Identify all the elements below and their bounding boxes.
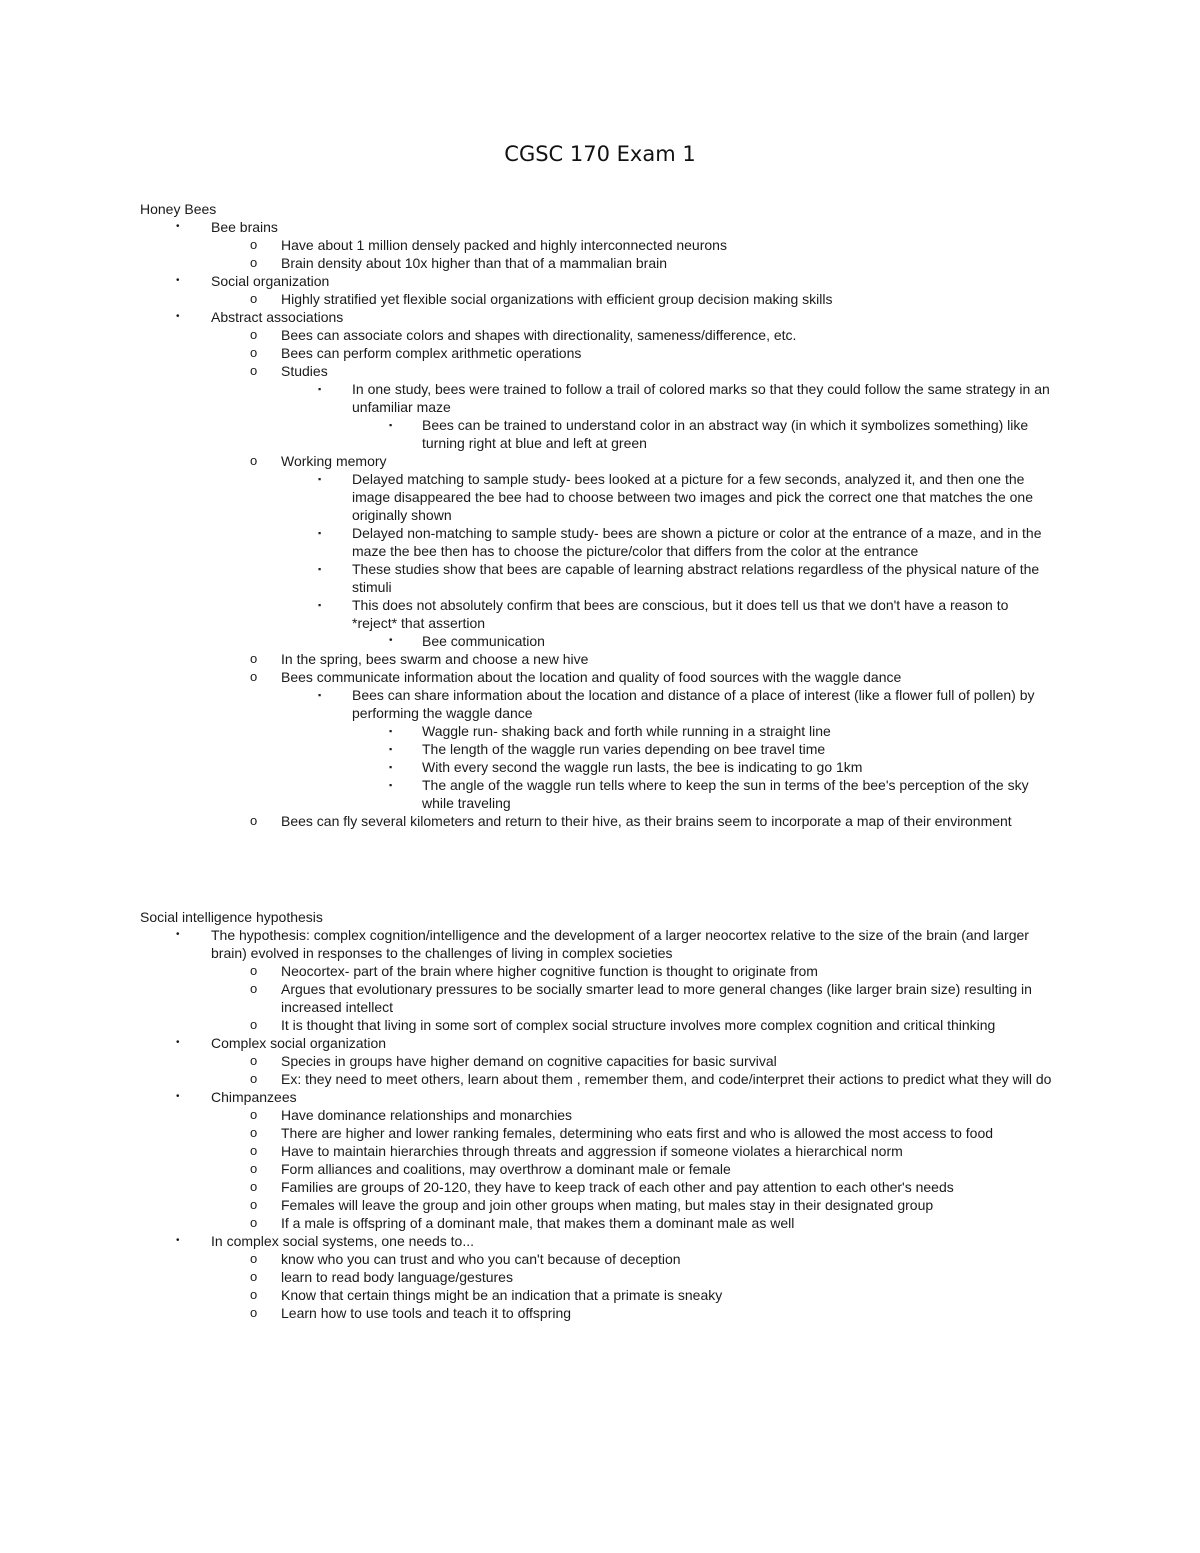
list-item bbox=[0, 218, 1200, 236]
list-item-text: Delayed non-matching to sample study- bees are shown a picture or color at the entrance of a maze, and in the maze the bee then has to choose the picture/color that differs from the color at the entrance bbox=[352, 525, 1042, 559]
bullet-icon: ▪ bbox=[318, 564, 322, 574]
list-item bbox=[0, 1034, 1200, 1052]
section-social-intelligence-list bbox=[0, 926, 1200, 1322]
bullet-icon: o bbox=[250, 453, 258, 468]
list-item bbox=[0, 254, 1200, 272]
list-item bbox=[0, 758, 1200, 776]
list-item bbox=[0, 1142, 1200, 1160]
list-item-text: Females will leave the group and join other groups when mating, but males stay in their designated group bbox=[281, 1197, 934, 1213]
list-item bbox=[0, 980, 1200, 1016]
bullet-icon: o bbox=[250, 963, 258, 978]
list-item-text: Families are groups of 20-120, they have to keep track of each other and pay attention to each other's needs bbox=[281, 1179, 954, 1195]
bullet-icon: o bbox=[250, 1215, 258, 1230]
list-item bbox=[0, 926, 1200, 962]
list-item-text: Neocortex- part of the brain where higher cognitive function is thought to originate from bbox=[281, 963, 818, 979]
list-item bbox=[0, 380, 1200, 416]
document-title: CGSC 170 Exam 1 bbox=[504, 142, 696, 166]
list-item-text: The angle of the waggle run tells where to keep the sun in terms of the bee's perception of the sky while traveling bbox=[422, 777, 1029, 811]
bullet-icon: o bbox=[250, 237, 258, 252]
list-item-text: know who you can trust and who you can't because of deception bbox=[281, 1251, 681, 1267]
list-item-text: Bees communicate information about the location and quality of food sources with the waggle dance bbox=[281, 669, 902, 685]
bullet-icon: • bbox=[176, 221, 180, 232]
list-item bbox=[0, 632, 1200, 650]
list-item-text: This does not absolutely confirm that bees are conscious, but it does tell us that we don't have a reason to *reject* that assertion bbox=[352, 597, 1009, 631]
list-item-text: learn to read body language/gestures bbox=[281, 1269, 513, 1285]
list-item-text: Have to maintain hierarchies through threats and aggression if someone violates a hierarchical norm bbox=[281, 1143, 903, 1159]
bullet-icon: o bbox=[250, 1251, 258, 1266]
bullet-icon: o bbox=[250, 363, 258, 378]
bullet-icon: o bbox=[250, 345, 258, 360]
list-item bbox=[0, 344, 1200, 362]
bullet-icon: o bbox=[250, 1269, 258, 1284]
list-item-text: If a male is offspring of a dominant male, that makes them a dominant male as well bbox=[281, 1215, 795, 1231]
bullet-icon: o bbox=[250, 1071, 258, 1086]
list-item bbox=[0, 1160, 1200, 1178]
section-heading-honey-bees: Honey Bees bbox=[140, 201, 217, 217]
list-item bbox=[0, 362, 1200, 380]
list-item-text: Brain density about 10x higher than that of a mammalian brain bbox=[281, 255, 668, 271]
section-honey-bees-list bbox=[0, 218, 1200, 830]
list-item-text: Highly stratified yet flexible social organizations with efficient group decision making skills bbox=[281, 291, 833, 307]
list-item-text: Chimpanzees bbox=[211, 1089, 297, 1105]
list-item bbox=[0, 686, 1200, 722]
bullet-icon: • bbox=[176, 311, 180, 322]
list-item bbox=[0, 1178, 1200, 1196]
bullet-icon: • bbox=[176, 1235, 180, 1246]
bullet-icon: o bbox=[250, 255, 258, 270]
list-item-text: In complex social systems, one needs to... bbox=[211, 1233, 475, 1249]
bullet-icon: ▪ bbox=[389, 762, 393, 772]
list-item-text: Bees can associate colors and shapes with directionality, sameness/difference, etc. bbox=[281, 327, 797, 343]
list-item bbox=[0, 1196, 1200, 1214]
list-item-text: It is thought that living in some sort of complex social structure involves more complex cognition and critical thinking bbox=[281, 1017, 996, 1033]
list-item bbox=[0, 1250, 1200, 1268]
list-item-text: Species in groups have higher demand on cognitive capacities for basic survival bbox=[281, 1053, 777, 1069]
section-heading-social-intelligence: Social intelligence hypothesis bbox=[140, 909, 323, 925]
list-item bbox=[0, 452, 1200, 470]
list-item bbox=[0, 308, 1200, 326]
bullet-icon: o bbox=[250, 651, 258, 666]
bullet-icon: o bbox=[250, 1107, 258, 1122]
list-item bbox=[0, 1268, 1200, 1286]
bullet-icon: ▪ bbox=[318, 384, 322, 394]
bullet-icon: ▪ bbox=[318, 600, 322, 610]
bullet-icon: • bbox=[389, 635, 393, 646]
list-item-text: Bees can share information about the location and distance of a place of interest (like a flower full of pollen) by performing the waggle dance bbox=[352, 687, 1035, 721]
list-item-text: Working memory bbox=[281, 453, 387, 469]
bullet-icon: ▪ bbox=[318, 528, 322, 538]
list-item-text: These studies show that bees are capable of learning abstract relations regardless of the physical nature of the stimuli bbox=[352, 561, 1040, 595]
bullet-icon: ▪ bbox=[318, 474, 322, 484]
list-item bbox=[0, 1214, 1200, 1232]
bullet-icon: o bbox=[250, 981, 258, 996]
bullet-icon: o bbox=[250, 1287, 258, 1302]
list-item bbox=[0, 1016, 1200, 1034]
list-item-text: Know that certain things might be an indication that a primate is sneaky bbox=[281, 1287, 723, 1303]
list-item bbox=[0, 650, 1200, 668]
list-item bbox=[0, 560, 1200, 596]
list-item bbox=[0, 416, 1200, 452]
list-item-text: Have dominance relationships and monarchies bbox=[281, 1107, 573, 1123]
bullet-icon: • bbox=[176, 275, 180, 286]
list-item bbox=[0, 272, 1200, 290]
bullet-icon: o bbox=[250, 669, 258, 684]
list-item bbox=[0, 1106, 1200, 1124]
list-item bbox=[0, 1232, 1200, 1250]
list-item-text: Argues that evolutionary pressures to be socially smarter lead to more general changes (like larger brain size) resulting in increased intellect bbox=[281, 981, 1032, 1015]
list-item-text: Bee brains bbox=[211, 219, 278, 235]
list-item bbox=[0, 1304, 1200, 1322]
bullet-icon: ▪ bbox=[318, 690, 322, 700]
list-item bbox=[0, 776, 1200, 812]
list-item bbox=[0, 962, 1200, 980]
list-item-text: Waggle run- shaking back and forth while running in a straight line bbox=[422, 723, 831, 739]
list-item bbox=[0, 1286, 1200, 1304]
bullet-icon: ▪ bbox=[389, 726, 393, 736]
list-item-text: Social organization bbox=[211, 273, 330, 289]
list-item bbox=[0, 740, 1200, 758]
list-item bbox=[0, 1124, 1200, 1142]
list-item bbox=[0, 236, 1200, 254]
bullet-icon: o bbox=[250, 1161, 258, 1176]
list-item-text: Form alliances and coalitions, may overthrow a dominant male or female bbox=[281, 1161, 731, 1177]
list-item bbox=[0, 668, 1200, 686]
bullet-icon: o bbox=[250, 1197, 258, 1212]
list-item-text: The hypothesis: complex cognition/intelligence and the development of a larger neocortex relative to the size of the brain (and larger brain) evolved in responses to the challenges of living in complex societies bbox=[211, 927, 1029, 961]
list-item-text: Bees can fly several kilometers and return to their hive, as their brains seem to incorporate a map of their environment bbox=[281, 813, 1012, 829]
list-item-text: Have about 1 million densely packed and highly interconnected neurons bbox=[281, 237, 727, 253]
bullet-icon: o bbox=[250, 291, 258, 306]
bullet-icon: o bbox=[250, 1053, 258, 1068]
bullet-icon: o bbox=[250, 1179, 258, 1194]
list-item-text: Ex: they need to meet others, learn about them , remember them, and code/interpret their actions to predict what they will do bbox=[281, 1071, 1052, 1087]
bullet-icon: ▪ bbox=[389, 780, 393, 790]
list-item bbox=[0, 524, 1200, 560]
list-item bbox=[0, 1052, 1200, 1070]
list-item-text: The length of the waggle run varies depending on bee travel time bbox=[422, 741, 826, 757]
list-item bbox=[0, 596, 1200, 632]
list-item-text: Bee communication bbox=[422, 633, 545, 649]
list-item-text: In the spring, bees swarm and choose a new hive bbox=[281, 651, 589, 667]
bullet-icon: o bbox=[250, 1143, 258, 1158]
bullet-icon: o bbox=[250, 1017, 258, 1032]
bullet-icon: • bbox=[176, 1091, 180, 1102]
bullet-icon: ▪ bbox=[389, 744, 393, 754]
bullet-icon: o bbox=[250, 1305, 258, 1320]
list-item-text: Complex social organization bbox=[211, 1035, 387, 1051]
bullet-icon: ▪ bbox=[389, 420, 393, 430]
list-item-text: Bees can perform complex arithmetic operations bbox=[281, 345, 582, 361]
list-item-text: There are higher and lower ranking females, determining who eats first and who is allowed the most access to food bbox=[281, 1125, 994, 1141]
list-item-text: Bees can be trained to understand color in an abstract way (in which it symbolizes something) like turning right at blue and left at green bbox=[422, 417, 1029, 451]
bullet-icon: o bbox=[250, 1125, 258, 1140]
list-item-text: Delayed matching to sample study- bees looked at a picture for a few seconds, analyzed it, and then one the image disappeared the bee had to choose between two images and pick the correct one that matches the one originally shown bbox=[352, 471, 1033, 523]
list-item-text: In one study, bees were trained to follow a trail of colored marks so that they could follow the same strategy in an unfamiliar maze bbox=[352, 381, 1050, 415]
list-item bbox=[0, 470, 1200, 524]
bullet-icon: o bbox=[250, 327, 258, 342]
list-item bbox=[0, 812, 1200, 830]
list-item bbox=[0, 1088, 1200, 1106]
list-item-text: Learn how to use tools and teach it to offspring bbox=[281, 1305, 572, 1321]
bullet-icon: • bbox=[176, 1037, 180, 1048]
bullet-icon: • bbox=[176, 929, 180, 940]
list-item-text: Studies bbox=[281, 363, 328, 379]
list-item-text: Abstract associations bbox=[211, 309, 344, 325]
list-item bbox=[0, 326, 1200, 344]
bullet-icon: o bbox=[250, 813, 258, 828]
list-item-text: With every second the waggle run lasts, the bee is indicating to go 1km bbox=[422, 759, 863, 775]
list-item bbox=[0, 1070, 1200, 1088]
list-item bbox=[0, 290, 1200, 308]
list-item bbox=[0, 722, 1200, 740]
